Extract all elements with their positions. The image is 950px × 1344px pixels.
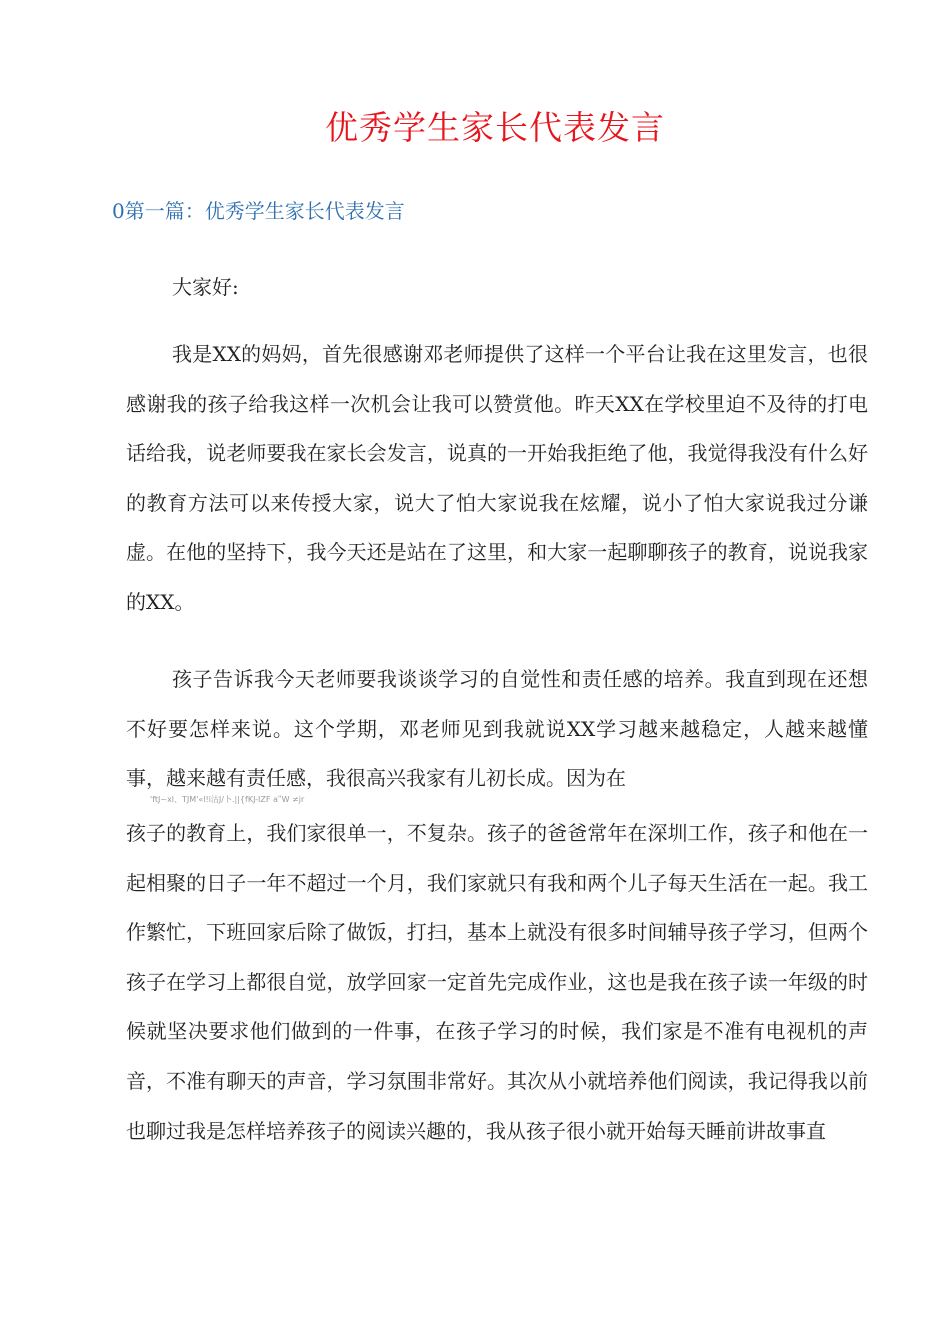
body-paragraph: 孩子的教育上，我们家很单一，不复杂。孩子的爸爸常年在深圳工作，孩子和他在一起相聚的日子一年不超过一个月，我们家就只有我和两个儿子每天生活在一起。我工作繁忙，下班回家后除了做饭，打扫，基本上就没有很多时间辅导孩子学习，但两个孩子在学习上都很自觉，放学回家一定首先完成作业，这也是我在孩子读一年级的时候就坚决要求他们做到的一件事，在孩子学习的时候，我们家是不准有电视机的声音，不准有聊天的声音，学习氛围非常好。其次从小就培养他们阅读，我记得我以前也聊过我是怎样培养孩子的阅读兴趣的，我从孩子很小就开始每天睡前讲故事直 (126, 821, 868, 1143)
section-heading: 0第一篇：优秀学生家长代表发言 (112, 199, 405, 223)
scan-artifact-text: 'ftJ~xl、TJM'«l!i沽J/卜.||{fKJ-IZF aʺW ≠jr (150, 795, 305, 804)
body-paragraph: 孩子告诉我今天老师要我谈谈学习的自觉性和责任感的培养。我直到现在还想不好要怎样来说。这个学期，邓老师见到我就说XX学习越来越稳定，人越来越懂事，越来越有责任感，我很高兴我家有儿初长成。因为在 (126, 667, 868, 791)
document-title: 优秀学生家长代表发言 (325, 108, 665, 147)
body-paragraph: 我是XX的妈妈，首先很感谢邓老师提供了这样一个平台让我在这里发言，也很感谢我的孩子给我这样一次机会让我可以赞赏他。昨天XX在学校里迫不及待的打电话给我，说老师要我在家长会发言，说真的一开始我拒绝了他，我觉得我没有什么好的教育方法可以来传授大家，说大了怕大家说我在炫耀，说小了怕大家说我过分谦虚。在他的坚持下，我今天还是站在了这里，和大家一起聊聊孩子的教育，说说我家的XX。 (126, 342, 868, 614)
greeting-text: 大家好: (172, 275, 239, 299)
